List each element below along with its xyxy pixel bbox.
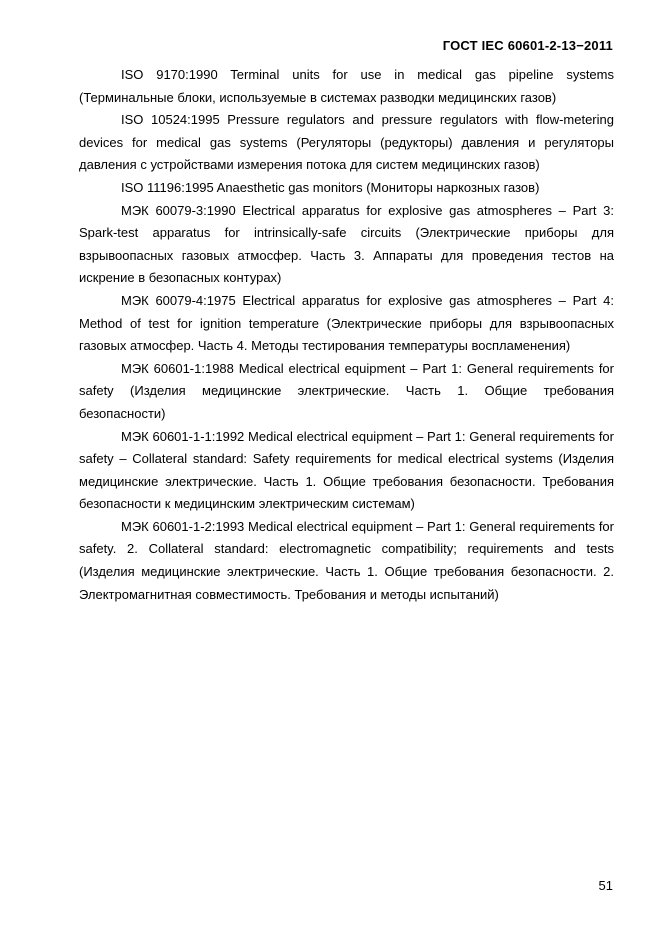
- reference-iso-9170: ISO 9170:1990 Terminal units for use in medical gas pipeline systems (Терминальные блоки, используемые в системах разводки медицинских газов): [79, 67, 614, 105]
- page-number: 51: [598, 878, 613, 893]
- reference-iec-60079-4: МЭК 60079-4:1975 Electrical apparatus for explosive gas atmospheres – Part 4: Method of test for ignition temperature (Электрические приборы для взрывоопасных газовых атмосфер. Часть 4. Методы тестирования температуры воспламенения): [79, 292, 614, 354]
- reference-iso-11196: ISO 11196:1995 Anaesthetic gas monitors (Мониторы наркозных газов): [121, 179, 540, 195]
- reference-iec-60079-3: МЭК 60079-3:1990 Electrical apparatus for explosive gas atmospheres – Part 3: Spark-test apparatus for intrinsically-safe circuits (Электрические приборы для взрывоопасных газовых атмосфер. Часть 3. Аппараты для проведения тестов на искрение в безопасных контурах): [79, 202, 614, 286]
- reference-list: [79, 64, 614, 606]
- document-header-standard-id: ГОСТ IEC 60601-2-13−2011: [442, 38, 613, 53]
- reference-iec-60601-1-2: МЭК 60601-1-2:1993 Medical electrical equipment – Part 1: General requirements for safety. 2. Collateral standard: electromagnetic compatibility; requirements and tests (Изделия медицинские электрические. Часть 1. Общие требования безопасности. 2. Электромагнитная совместимость. Требования и методы испытаний): [79, 518, 614, 602]
- reference-iso-10524: ISO 10524:1995 Pressure regulators and pressure regulators with flow-metering devices for medical gas systems (Регуляторы (редукторы) давления и регуляторы давления с устройствами измерения потока для систем медицинских газов): [79, 112, 614, 173]
- reference-iec-60601-1: МЭК 60601-1:1988 Medical electrical equipment – Part 1: General requirements for safety (Изделия медицинские электрические. Часть 1. Общие требования безопасности): [79, 360, 614, 421]
- reference-iec-60601-1-1: МЭК 60601-1-1:1992 Medical electrical equipment – Part 1: General requirements for safety – Collateral standard: Safety requirements for medical electrical systems (Изделия медицинские электрические. Часть 1. Общие требования безопасности. Требования безопасности к медицинским электрическим системам): [79, 428, 614, 512]
